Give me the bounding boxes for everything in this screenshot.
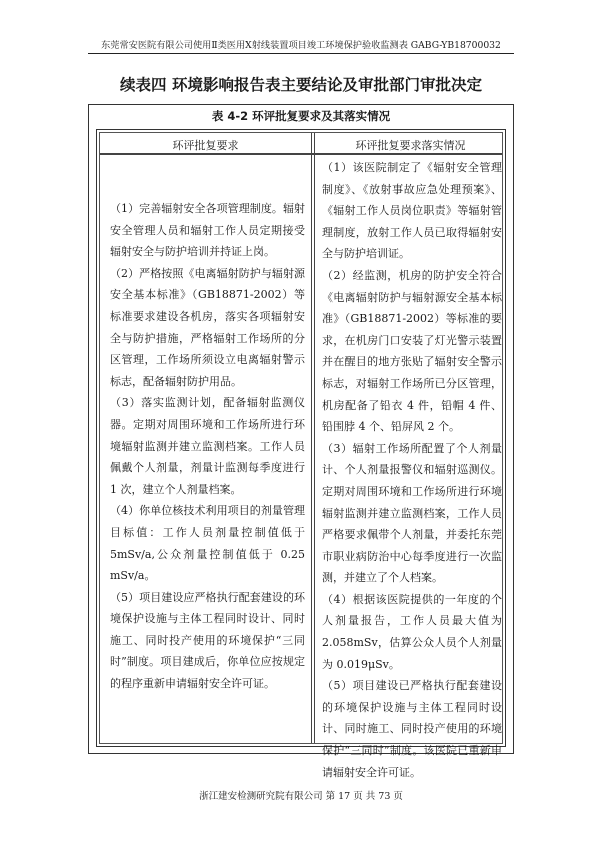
column-divider [311, 133, 315, 743]
section-title: 续表四 环境影响报告表主要结论及审批部门审批决定 [120, 76, 482, 94]
implementation-item-1: （1）该医院制定了《辐射安全管理制度》、《放射事故应急处理预案》、《辐射工作人员岗位职责》等辐射管理制度，放射工作人员已取得辐射安全与防护培训证。 [322, 161, 502, 261]
requirement-item-4: （4）你单位核技术利用项目的剂量管理目标值：工作人员剂量控制值低于 5mSv/a,公众剂量控制值低于 0.25 mSv/a。 [110, 504, 305, 583]
requirements-column [110, 198, 305, 695]
requirement-item-5: （5）项目建设应严格执行配套建设的环境保护设施与主体工程同时设计、同时施工、同时投产使用的环境保护“三同时”制度。项目建成后，你单位应按规定的程序重新申请辐射安全许可证。 [110, 590, 305, 691]
table-inner-border [99, 132, 503, 779]
page-footer: 浙江建安检测研究院有限公司 第 17 页 共 73 页 [199, 791, 403, 802]
table-caption: 表 4-2 环评批复要求及其落实情况 [211, 109, 391, 123]
requirement-item-3: （3）落实监测计划，配备辐射监测仪器。定期对周围环境和工作场所进行环境辐射监测并建立监测档案。工作人员佩戴个人剂量，剂量计监测每季度进行 1 次，建立个人剂量档案。 [110, 396, 305, 496]
implementation-item-3: （3）辐射工作场所配置了个人剂量计、个人剂量报警仪和辐射巡测仪。定期对周围环境和工作场所进行环境辐射监测并建立监测档案，工作人员严格要求佩带个人剂量，并委托东莞市职业病防治中心每季度进行一次监测，并建立了个人档案。 [322, 441, 502, 585]
table-frame [88, 104, 514, 779]
requirement-item-2: （2）严格按照《电离辐射防护与辐射源安全基本标准》（GB18871-2002）等标准要求建设各机房，落实各项辐射安全与防护措施，严格辐射工作场所的分区管理，工作场所须设立电离辐射警示标志，配备辐射防护用品。 [110, 266, 305, 388]
implementation-column [322, 157, 502, 783]
column-header-requirements: 环评批复要求 [172, 139, 239, 152]
column-header-implementation: 环评批复要求落实情况 [355, 139, 466, 152]
implementation-item-2: （2）经监测，机房的防护安全符合《电离辐射防护与辐射源安全基本标准》（GB18871-2002）等标准的要求，在机房门口安装了灯光警示装置并在醒目的地方张贴了辐射安全警示标志，对辐射工作场所已分区管理，机房配备了铅衣 4 件，铅帽 4 件、铅围脖 4 个、铅屏风 2 个。 [322, 268, 502, 434]
header-row-rule [100, 153, 502, 155]
requirement-item-1: （1）完善辐射安全各项管理制度。辐射安全管理人员和辐射工作人员定期接受辐射安全与防护培训并持证上岗。 [110, 202, 305, 259]
running-header: 东莞常安医院有限公司使用Ⅱ类医用X射线装置项目竣工环境保护验收监测表 GABG-YB18700032 [101, 40, 501, 51]
implementation-item-4: （4）根据该医院提供的一年度的个人剂量报告，工作人员最大值为 2.058mSv，估算公众人员个人剂量为 0.019μSv。 [322, 592, 502, 671]
requirements-table [96, 129, 506, 779]
header-rule [88, 53, 514, 54]
implementation-item-5: （5）项目建设已严格执行配套建设的环境保护设施与主体工程同时设计、同时施工、同时投产使用的环境保护“三同时”制度。该医院已重新申请辐射安全许可证。 [322, 679, 502, 779]
